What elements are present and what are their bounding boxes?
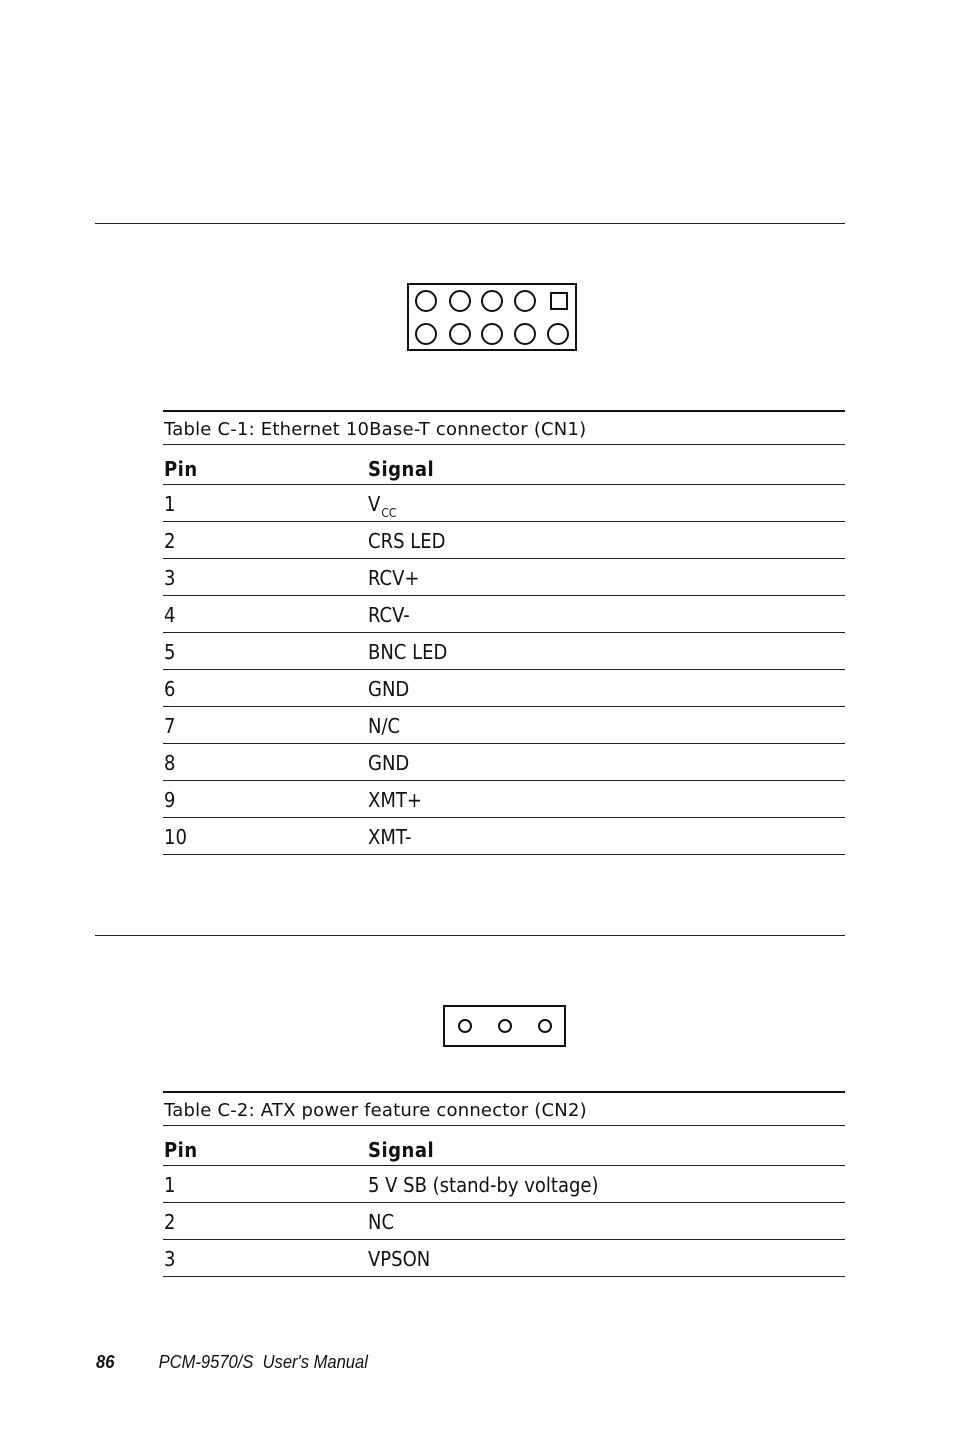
column-header-signal: Signal (368, 1138, 435, 1162)
pin-icon (538, 1019, 552, 1033)
manual-title: PCM-9570/S User's Manual (158, 1352, 368, 1372)
table-c2 (163, 1091, 845, 1277)
pin-cell: 2 (164, 529, 176, 553)
signal-cell: VPSON (368, 1247, 431, 1271)
pin-icon (415, 290, 437, 312)
pin-icon (481, 323, 503, 345)
pin-cell: 8 (164, 751, 176, 775)
table-caption: Table C-2: ATX power feature connector (CN2) (163, 1093, 845, 1126)
table-row (163, 1240, 845, 1277)
signal-subscript: CC (381, 506, 397, 520)
table-c1 (163, 410, 845, 855)
column-header-pin: Pin (164, 1138, 198, 1162)
section-divider (95, 223, 845, 224)
signal-cell (368, 492, 397, 520)
pin-icon (547, 323, 569, 345)
table-row (163, 744, 845, 781)
pin-icon (449, 323, 471, 345)
signal-cell: CRS LED (368, 529, 446, 553)
pin-icon (514, 290, 536, 312)
table-row (163, 522, 845, 559)
pin-cell: 3 (164, 566, 176, 590)
signal-cell: XMT- (368, 825, 412, 849)
column-header-signal: Signal (368, 457, 435, 481)
table-row (163, 596, 845, 633)
pin-cell: 4 (164, 603, 176, 627)
table-row (163, 485, 845, 522)
column-header-pin: Pin (164, 457, 198, 481)
table-row (163, 818, 845, 855)
pin-icon (498, 1019, 512, 1033)
signal-cell: RCV+ (368, 566, 420, 590)
pin-cell: 7 (164, 714, 176, 738)
signal-cell: RCV- (368, 603, 410, 627)
table-row (163, 670, 845, 707)
pin-cell: 10 (164, 825, 187, 849)
signal-cell: GND (368, 677, 410, 701)
table-row (163, 1203, 845, 1240)
table-header-row (163, 445, 845, 485)
pin-cell: 9 (164, 788, 176, 812)
pin-cell: 2 (164, 1210, 176, 1234)
signal-cell: GND (368, 751, 410, 775)
section-divider (95, 935, 845, 936)
table-row (163, 559, 845, 596)
page-number: 86 (96, 1352, 115, 1372)
page-footer (96, 1352, 368, 1373)
pin-icon (415, 323, 437, 345)
signal-cell: N/C (368, 714, 401, 738)
pin-icon (514, 323, 536, 345)
table-row (163, 781, 845, 818)
pin-1-square-icon (550, 292, 568, 310)
table-row (163, 633, 845, 670)
table-header-row (163, 1126, 845, 1166)
cn1-connector-diagram (407, 283, 577, 351)
signal-cell: 5 V SB (stand-by voltage) (368, 1173, 599, 1197)
pin-cell: 1 (164, 492, 176, 516)
table-row (163, 1166, 845, 1203)
signal-cell: BNC LED (368, 640, 448, 664)
signal-cell: NC (368, 1210, 395, 1234)
cn2-connector-diagram (443, 1005, 566, 1047)
pin-cell: 6 (164, 677, 176, 701)
pin-icon (449, 290, 471, 312)
signal-text: V (368, 492, 381, 516)
table-row (163, 707, 845, 744)
pin-cell: 3 (164, 1247, 176, 1271)
pin-cell: 1 (164, 1173, 176, 1197)
table-caption: Table C-1: Ethernet 10Base-T connector (CN1) (163, 412, 845, 445)
pin-icon (458, 1019, 472, 1033)
signal-cell: XMT+ (368, 788, 422, 812)
pin-icon (481, 290, 503, 312)
pin-cell: 5 (164, 640, 176, 664)
